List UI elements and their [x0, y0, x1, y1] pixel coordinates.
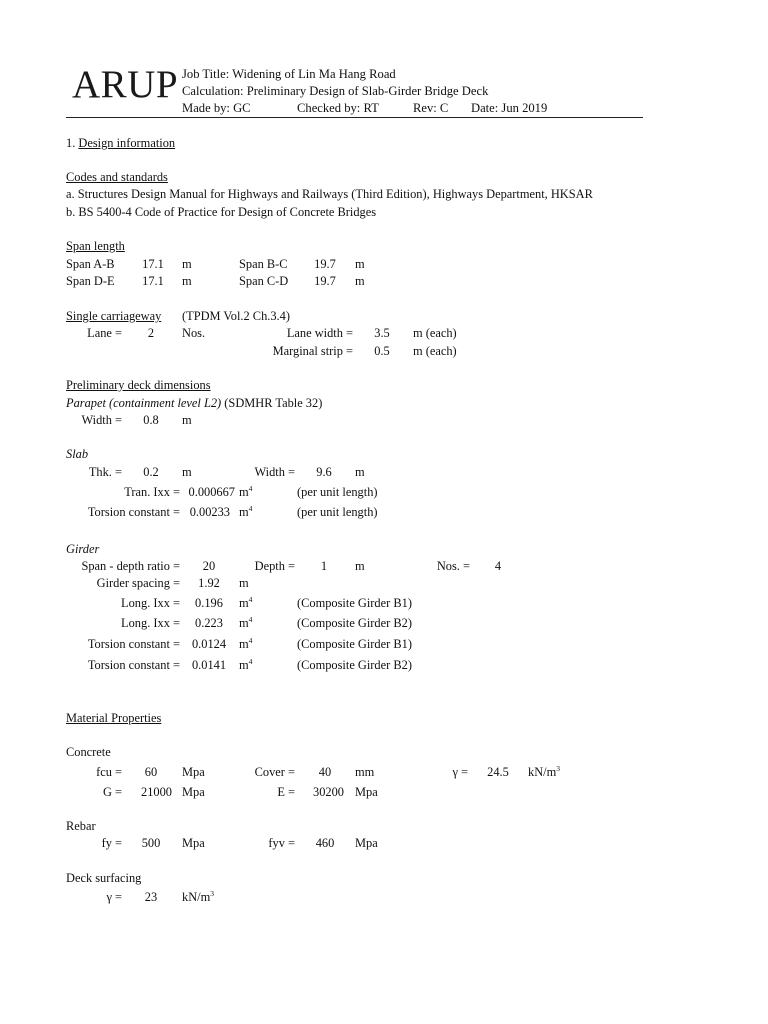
- girder-spacing-value: 1.92: [198, 576, 220, 590]
- slab-ixx-label: Tran. Ixx =: [124, 485, 180, 499]
- girder-property-note: (Composite Girder B2): [297, 616, 412, 630]
- slab-torsion-note: (per unit length): [297, 505, 378, 519]
- concrete-elastic-modulus-value: 30200: [313, 785, 344, 799]
- girder-property-unit: $m^4$: [239, 615, 253, 630]
- span-label: Span C-D: [239, 274, 289, 288]
- section-number: 1.: [66, 136, 79, 150]
- slab-ixx-value: 0.000667: [188, 485, 235, 499]
- lane-label: Lane =: [87, 326, 122, 340]
- concrete-fcu-value: 60: [144, 765, 158, 779]
- made-by: Made by: GC: [182, 101, 251, 115]
- slab-heading: Slab: [66, 447, 89, 461]
- concrete-shear-modulus-unit: Mpa: [182, 785, 205, 799]
- lane-width-unit: m (each): [413, 326, 457, 340]
- marginal-strip-value: 0.5: [374, 344, 390, 358]
- lane-width-value: 3.5: [374, 326, 390, 340]
- span-value: 19.7: [314, 257, 336, 271]
- girder-property-note: (Composite Girder B1): [297, 596, 412, 610]
- rebar-fy-unit: Mpa: [182, 836, 205, 850]
- parapet-width-label: Width =: [81, 413, 122, 427]
- slab-thickness-value: 0.2: [143, 465, 159, 479]
- girder-spacing-label: Girder spacing =: [96, 576, 180, 590]
- parapet-heading-line: [66, 396, 322, 411]
- parapet-width-value: 0.8: [143, 413, 159, 427]
- girder-property-value: 0.0124: [191, 637, 227, 651]
- marginal-strip-unit: m (each): [413, 344, 457, 358]
- rebar-heading: Rebar: [66, 819, 96, 833]
- concrete-density-value: 24.5: [487, 765, 509, 779]
- girder-property-label: Torsion constant =: [87, 637, 180, 651]
- span-unit: m: [182, 274, 192, 288]
- span-label: Span B-C: [239, 257, 288, 271]
- span-unit: m: [182, 257, 192, 271]
- span-depth-ratio-value: 20: [202, 559, 216, 573]
- marginal-strip-label: Marginal strip =: [272, 344, 353, 358]
- girder-property-unit: $m^4$: [239, 595, 253, 610]
- concrete-elastic-modulus-label: E =: [277, 785, 295, 799]
- rebar-fyv-value: 460: [315, 836, 335, 850]
- slab-thickness-label: Thk. =: [88, 465, 122, 479]
- girder-depth-unit: m: [355, 559, 365, 573]
- girder-property-note: (Composite Girder B2): [297, 658, 412, 672]
- section-title: Design information: [78, 136, 176, 150]
- lane-unit: Nos.: [182, 326, 206, 340]
- material-properties-heading: Material Properties: [66, 711, 162, 725]
- concrete-heading: Concrete: [66, 745, 111, 759]
- code-b: b. BS 5400-4 Code of Practice for Design of Concrete Bridges: [66, 205, 377, 219]
- lane-value: 2: [147, 326, 155, 340]
- concrete-cover-value: 40: [318, 765, 332, 779]
- job-title: Job Title: Widening of Lin Ma Hang Road: [182, 67, 396, 81]
- surfacing-density-unit: $kN/m^3$: [182, 889, 214, 904]
- slab-width-unit: m: [355, 465, 365, 479]
- girder-depth-label: Depth =: [254, 559, 295, 573]
- span-value: 17.1: [142, 257, 164, 271]
- carriageway-reference: (TPDM Vol.2 Ch.3.4): [182, 309, 290, 323]
- girder-property-unit: $m^4$: [239, 657, 253, 672]
- parapet-width-unit: m: [182, 413, 192, 427]
- span-value: 17.1: [142, 274, 164, 288]
- girder-number-label: Nos. =: [436, 559, 470, 573]
- girder-property-label: Long. Ixx =: [121, 596, 180, 610]
- slab-thickness-unit: m: [182, 465, 192, 479]
- slab-ixx-note: (per unit length): [297, 485, 378, 499]
- span-unit: m: [355, 257, 365, 271]
- girder-depth-value: 1: [320, 559, 328, 573]
- girder-property-label: Torsion constant =: [87, 658, 180, 672]
- concrete-shear-modulus-value: 21000: [141, 785, 172, 799]
- span-depth-ratio-label: Span - depth ratio =: [81, 559, 180, 573]
- concrete-density-label: γ =: [452, 765, 468, 779]
- rebar-fy-label: fy =: [101, 836, 122, 850]
- parapet-reference: (SDMHR Table 32): [224, 396, 323, 410]
- parapet-heading: Parapet (containment level L2): [66, 396, 222, 410]
- girder-heading: Girder: [66, 542, 100, 556]
- date: Date: Jun 2019: [471, 101, 548, 115]
- section-heading: [66, 136, 175, 151]
- deck-dimensions-heading: Preliminary deck dimensions: [66, 378, 211, 392]
- girder-property-label: Long. Ixx =: [121, 616, 180, 630]
- concrete-fcu-label: fcu =: [96, 765, 122, 779]
- checked-by: Checked by: RT: [297, 101, 379, 115]
- girder-property-unit: $m^4$: [239, 636, 253, 651]
- rebar-fyv-label: fyv =: [268, 836, 295, 850]
- lane-width-label: Lane width =: [286, 326, 353, 340]
- revision: Rev: C: [413, 101, 449, 115]
- span-length-heading: Span length: [66, 239, 125, 253]
- girder-property-value: 0.196: [195, 596, 223, 610]
- calculation-title: Calculation: Preliminary Design of Slab-Girder Bridge Deck: [182, 84, 489, 98]
- concrete-fcu-unit: Mpa: [182, 765, 205, 779]
- surfacing-density-value: 23: [144, 890, 158, 904]
- span-label: Span A-B: [66, 257, 115, 271]
- surfacing-density-label: γ =: [106, 890, 122, 904]
- slab-width-value: 9.6: [316, 465, 332, 479]
- deck-surfacing-heading: Deck surfacing: [66, 871, 142, 885]
- span-unit: m: [355, 274, 365, 288]
- concrete-cover-label: Cover =: [254, 765, 295, 779]
- slab-torsion-value: 0.00233: [189, 505, 230, 519]
- girder-property-value: 0.0141: [191, 658, 227, 672]
- girder-property-value: 0.223: [195, 616, 223, 630]
- girder-spacing-unit: m: [239, 576, 249, 590]
- slab-ixx-unit: $m^4$: [239, 484, 253, 499]
- slab-width-label: Width =: [254, 465, 295, 479]
- concrete-shear-modulus-label: G =: [102, 785, 122, 799]
- girder-property-note: (Composite Girder B1): [297, 637, 412, 651]
- span-value: 19.7: [314, 274, 336, 288]
- girder-number-value: 4: [494, 559, 502, 573]
- span-label: Span D-E: [66, 274, 115, 288]
- concrete-elastic-modulus-unit: Mpa: [355, 785, 378, 799]
- slab-torsion-label: Torsion constant =: [87, 505, 180, 519]
- header-divider: [66, 117, 643, 118]
- carriageway-heading: Single carriageway: [66, 309, 162, 323]
- arup-logo: ARUP: [72, 63, 179, 106]
- rebar-fy-value: 500: [141, 836, 161, 850]
- concrete-cover-unit: mm: [355, 765, 375, 779]
- slab-torsion-unit: $m^4$: [239, 504, 253, 519]
- concrete-density-unit: $kN/m^3$: [528, 764, 560, 779]
- code-a: a. Structures Design Manual for Highways and Railways (Third Edition), Highways Department, HKSAR: [66, 187, 593, 201]
- rebar-fyv-unit: Mpa: [355, 836, 378, 850]
- codes-heading: Codes and standards: [66, 170, 168, 184]
